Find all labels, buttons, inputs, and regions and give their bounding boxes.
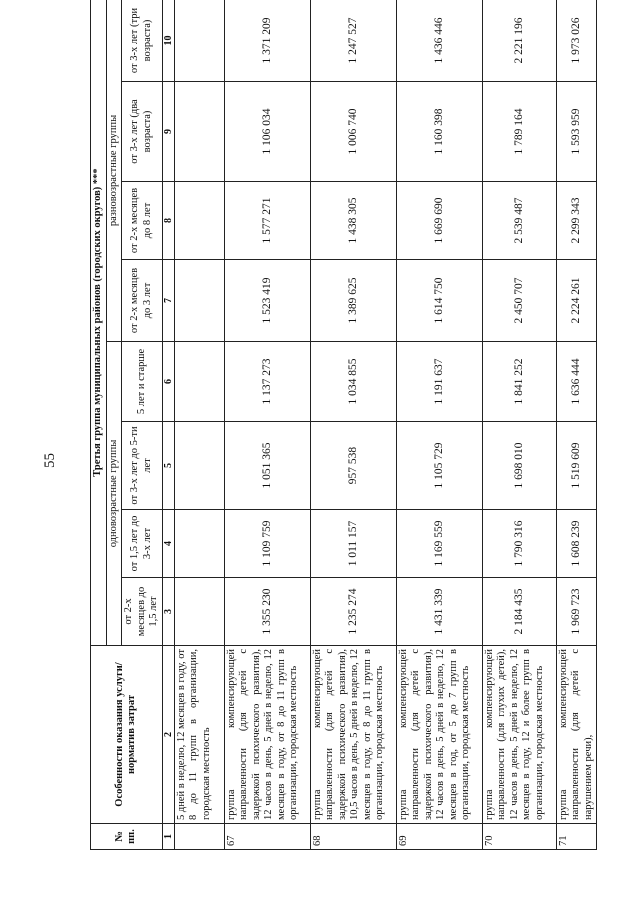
row-value <box>174 0 224 82</box>
row-value <box>174 182 224 260</box>
row-value: 1 523 419 <box>224 260 310 342</box>
row-value: 1 519 609 <box>556 422 597 510</box>
header-single-age: одновозрастные группы <box>106 342 122 646</box>
row-value: 1 355 230 <box>224 578 310 646</box>
row-value: 1 973 026 <box>556 0 597 82</box>
col-number: 8 <box>162 182 174 260</box>
col-number: 3 <box>162 578 174 646</box>
row-value <box>174 510 224 578</box>
table-row <box>174 0 224 850</box>
row-value <box>174 578 224 646</box>
table-row <box>556 0 597 850</box>
cost-norm-table <box>90 0 597 850</box>
col-number: 9 <box>162 82 174 182</box>
row-value: 2 450 707 <box>482 260 556 342</box>
row-value <box>174 260 224 342</box>
row-value: 1 438 305 <box>310 182 396 260</box>
row-value: 1 105 729 <box>396 422 482 510</box>
row-number: 71 <box>556 824 597 850</box>
col-number: 6 <box>162 342 174 422</box>
header-subcol: от 1,5 лет до 3-х лет <box>122 510 163 578</box>
row-value: 1 614 750 <box>396 260 482 342</box>
row-value: 1 636 444 <box>556 342 597 422</box>
row-value <box>174 342 224 422</box>
header-group-title: Третья группа муниципальных районов (городских округов) *** <box>91 0 107 646</box>
row-value: 1 137 273 <box>224 342 310 422</box>
header-col-num: № пп. <box>91 824 163 850</box>
page-number: 55 <box>42 453 58 468</box>
rotated-page <box>90 0 594 850</box>
row-value: 2 184 435 <box>482 578 556 646</box>
row-value: 1 034 855 <box>310 342 396 422</box>
row-value: 1 593 959 <box>556 82 597 182</box>
row-value <box>174 422 224 510</box>
row-description: группа компенсирующей направленности (для детей с задержкой психического развития), 12 часов в день, 5 дней в неделю, 12 месяцев в году, от 8 до 11 групп в организации, городская местность <box>224 646 310 824</box>
row-value: 1 160 398 <box>396 82 482 182</box>
row-value: 1 169 559 <box>396 510 482 578</box>
row-number: 67 <box>224 824 310 850</box>
col-number: 1 <box>162 824 174 850</box>
header-subcol: от 2-х месяцев до 3 лет <box>122 260 163 342</box>
header-subcol: от 3-х лет (два возраста) <box>122 82 163 182</box>
row-value: 1 669 690 <box>396 182 482 260</box>
row-value <box>174 82 224 182</box>
table-row <box>224 0 310 850</box>
row-value: 1 789 164 <box>482 82 556 182</box>
col-number: 7 <box>162 260 174 342</box>
row-value: 1 235 274 <box>310 578 396 646</box>
row-value: 1 011 157 <box>310 510 396 578</box>
row-value: 1 841 252 <box>482 342 556 422</box>
header-subcol: от 3-х лет до 5-ти лет <box>122 422 163 510</box>
header-subcol: от 2-х месяцев до 8 лет <box>122 182 163 260</box>
row-value: 1 371 209 <box>224 0 310 82</box>
row-value: 1 247 527 <box>310 0 396 82</box>
header-mixed-age: разновозрастные группы <box>106 0 122 342</box>
row-value: 1 431 339 <box>396 578 482 646</box>
row-value: 1 006 740 <box>310 82 396 182</box>
row-number <box>174 824 224 850</box>
row-number: 68 <box>310 824 396 850</box>
row-value: 2 299 343 <box>556 182 597 260</box>
row-value: 1 969 723 <box>556 578 597 646</box>
row-value: 1 051 365 <box>224 422 310 510</box>
row-value: 1 436 446 <box>396 0 482 82</box>
header-subcol: от 2-х месяцев до 1,5 лет <box>122 578 163 646</box>
row-value: 1 577 271 <box>224 182 310 260</box>
row-value: 1 389 625 <box>310 260 396 342</box>
row-description: группа компенсирующей направленности (для детей с нарушением речи), <box>556 646 597 824</box>
col-number: 2 <box>162 646 174 824</box>
row-number: 70 <box>482 824 556 850</box>
header-subcol: от 3-х лет (три возраста) <box>122 0 163 82</box>
row-value: 1 109 759 <box>224 510 310 578</box>
row-number: 69 <box>396 824 482 850</box>
row-value: 1 698 010 <box>482 422 556 510</box>
table-row <box>482 0 556 850</box>
col-number: 4 <box>162 510 174 578</box>
row-value: 1 790 316 <box>482 510 556 578</box>
header-col-desc: Особенности оказания услуги/норматив затрат <box>91 646 163 824</box>
row-value: 2 539 487 <box>482 182 556 260</box>
row-value: 957 538 <box>310 422 396 510</box>
row-value: 2 224 261 <box>556 260 597 342</box>
row-description: группа компенсирующей направленности (для детей с задержкой психического развития), 10,5 часов в день, 5 дней в неделю, 12 месяцев в году, от 8 до 11 групп в организации, городская местность <box>310 646 396 824</box>
row-description: 5 дней в неделю, 12 месяцев в году, от 8 до 11 групп в организации, городская местность <box>174 646 224 824</box>
row-value: 1 608 239 <box>556 510 597 578</box>
row-value: 2 221 196 <box>482 0 556 82</box>
row-description: группа компенсирующей направленности (для глухих детей), 12 часов в день, 5 дней в неделю, 12 месяцев в году, 12 и более групп в организации, городская местность <box>482 646 556 824</box>
table-row <box>396 0 482 850</box>
table-row <box>310 0 396 850</box>
row-value: 1 106 034 <box>224 82 310 182</box>
row-description: группа компенсирующей направленности (для детей с задержкой психического развития), 12 часов в день, 5 дней в неделю, 12 месяцев в год, от 5 до 7 групп в организации, городская местность <box>396 646 482 824</box>
col-number: 10 <box>162 0 174 82</box>
row-value: 1 191 637 <box>396 342 482 422</box>
header-subcol: 5 лет и старше <box>122 342 163 422</box>
col-number: 5 <box>162 422 174 510</box>
